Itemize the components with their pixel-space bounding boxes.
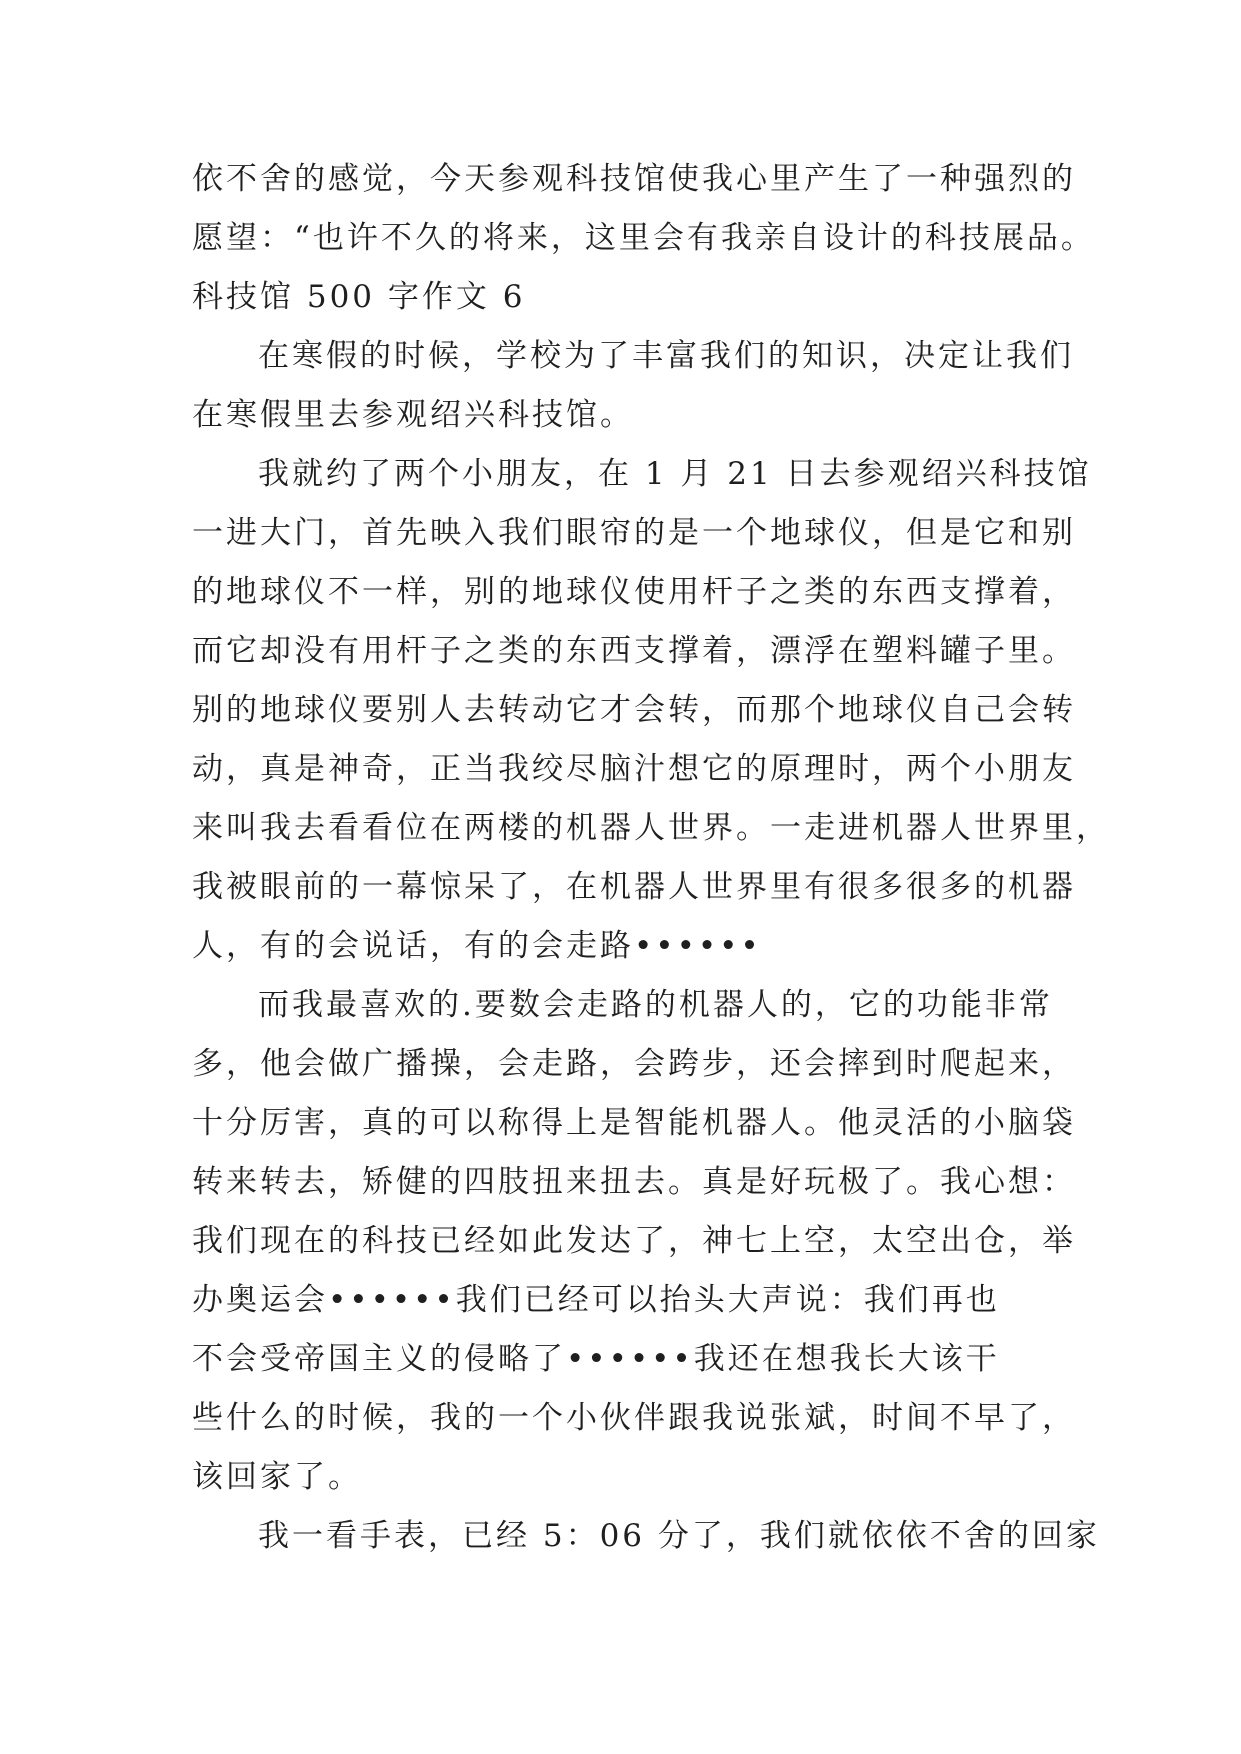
text-line: 些什么的时候，我的一个小伙伴跟我说张斌，时间不早了， [192,1400,1076,1436]
text-line: 转来转去，矫健的四肢扭来扭去。真是好玩极了。我心想： [192,1164,1076,1200]
text-line: 十分厉害，真的可以称得上是智能机器人。他灵活的小脑袋 [192,1105,1076,1141]
text-line: 办奥运会••••••我们已经可以抬头大声说：我们再也 [192,1282,1000,1318]
text-line: 而它却没有用杆子之类的东西支撑着，漂浮在塑料罐子里。 [192,633,1076,669]
text-line: 多，他会做广播操，会走路，会跨步，还会摔到时爬起来， [192,1046,1076,1082]
paragraph-start-line: 而我最喜欢的.要数会走路的机器人的，它的功能非常 [258,987,1053,1023]
text-line: 的地球仪不一样，别的地球仪使用杆子之类的东西支撑着， [192,574,1076,610]
essay-body [192,150,1110,1566]
text-line: 该回家了。 [192,1459,362,1495]
text-line: 依不舍的感觉，今天参观科技馆使我心里产生了一种强烈的 [192,161,1076,197]
text-line: 在寒假里去参观绍兴科技馆。 [192,397,634,433]
text-line: 人，有的会说话，有的会走路•••••• [192,928,762,964]
text-line: 我被眼前的一幕惊呆了，在机器人世界里有很多很多的机器 [192,869,1076,905]
essay-title: 科技馆 500 字作文 6 [192,279,526,315]
text-line: 别的地球仪要别人去转动它才会转，而那个地球仪自己会转 [192,692,1076,728]
paragraph-start-line: 我一看手表，已经 5：06 分了，我们就依依不舍的回家 [258,1518,1100,1554]
text-line: 愿望：“也许不久的将来，这里会有我亲自设计的科技展品。 [192,220,1095,256]
text-line: 我们现在的科技已经如此发达了，神七上空，太空出仓，举 [192,1223,1076,1259]
paragraph-start-line: 在寒假的时候，学校为了丰富我们的知识，决定让我们 [258,338,1074,374]
text-line: 一进大门，首先映入我们眼帘的是一个地球仪，但是它和别 [192,515,1076,551]
text-line: 动，真是神奇，正当我绞尽脑汁想它的原理时，两个小朋友 [192,751,1076,787]
text-line: 不会受帝国主义的侵略了••••••我还在想我长大该干 [192,1341,1000,1377]
paragraph-start-line: 我就约了两个小朋友，在 1 月 21 日去参观绍兴科技馆 [258,456,1092,492]
text-line: 来叫我去看看位在两楼的机器人世界。一走进机器人世界里， [192,810,1110,846]
